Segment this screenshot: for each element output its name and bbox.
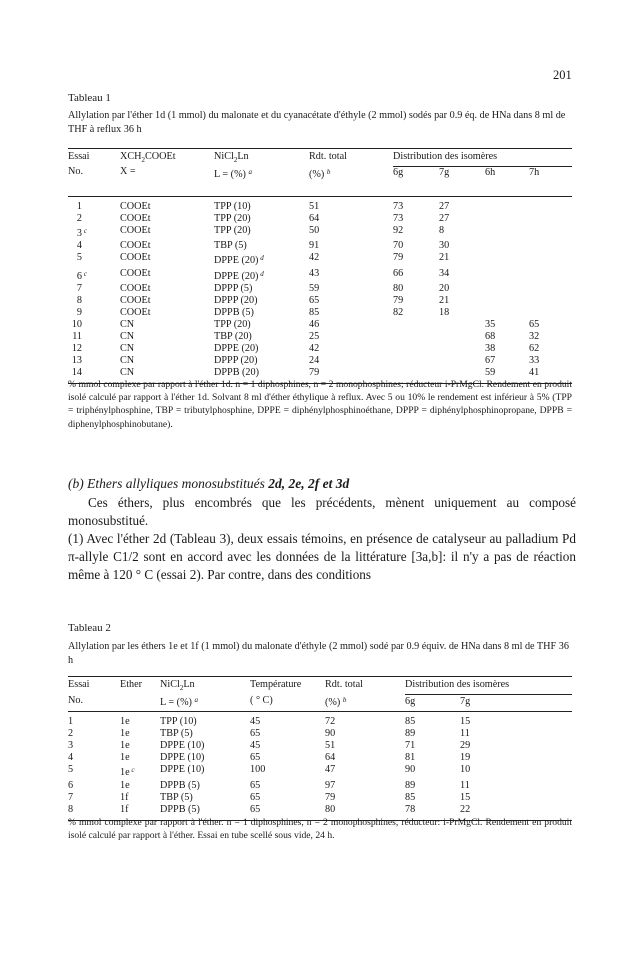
t2-cell-ether: 1e — [120, 728, 130, 740]
section-heading: (b) Ethers allyliques monosubstitués 2d, 2e, 2f et 3d — [68, 476, 350, 491]
t1-cell-rdt: 91 — [309, 240, 320, 252]
t2-cell-no: 1 — [68, 716, 74, 728]
t1-cell-l: TPP (20) — [214, 225, 251, 237]
table2-row — [68, 752, 572, 764]
t1-cell-7g: 21 — [439, 252, 450, 264]
t1-header-essai: Essai — [68, 151, 90, 162]
t2-cell-rdt: 51 — [325, 740, 336, 752]
t1-cell-l: DPPP (20) — [214, 355, 258, 367]
t1-cell-7g: 34 — [439, 267, 450, 279]
t1-header-7h: 7h — [529, 166, 540, 178]
table1-row — [68, 197, 572, 214]
table2-body — [68, 712, 572, 821]
t1-cell-l: DPPB (5) — [214, 306, 254, 318]
table1-caption — [68, 109, 572, 137]
table1-row — [68, 240, 572, 252]
t2-cell-temp: 65 — [250, 728, 261, 740]
t1-cell-6h — [485, 283, 529, 295]
table2-row — [68, 728, 572, 740]
body-text — [68, 494, 576, 584]
t1-cell-x: COOEt — [120, 282, 151, 294]
t2-cell-7g: 19 — [460, 752, 471, 764]
t1-cell-7h: 32 — [529, 330, 540, 342]
t2-header-6g: 6g — [405, 694, 460, 712]
t1-cell-x: COOEt — [120, 306, 151, 318]
table1-row — [68, 268, 572, 283]
t1-cell-6g: 80 — [393, 282, 404, 294]
t2-cell-no: 3 — [68, 740, 74, 752]
page-number: 201 — [553, 68, 572, 82]
table1-label: Tableau 1 — [68, 92, 111, 104]
t1-cell-x: CN — [120, 355, 135, 367]
t2-cell-6g: 89 — [405, 728, 416, 740]
t2-header-rdt-pct: (%) $^b$ — [325, 694, 405, 712]
t1-cell-6g — [393, 331, 439, 343]
t1-cell-7h — [529, 225, 572, 240]
t2-cell-7g: 29 — [460, 740, 471, 752]
t1-cell-7g — [439, 355, 485, 367]
t1-cell-rdt: 46 — [309, 318, 320, 330]
t1-cell-no: 1 — [76, 201, 82, 213]
t1-cell-6h — [485, 240, 529, 252]
t1-cell-6h — [485, 197, 529, 214]
t2-cell-l: TBP (5) — [160, 728, 193, 740]
t2-cell-l: DPPB (5) — [160, 779, 200, 791]
table1-row — [68, 331, 572, 343]
t1-cell-x: CN — [120, 367, 135, 379]
t1-cell-x: COOEt — [120, 213, 151, 225]
t1-cell-7h: 62 — [529, 343, 540, 355]
t2-header-7g: 7g — [460, 694, 572, 712]
t2-cell-ether: 1e — [120, 716, 130, 728]
t2-cell-7g: 15 — [460, 716, 471, 728]
t1-cell-7g — [439, 319, 485, 331]
t1-cell-6h: 59 — [485, 367, 496, 379]
t1-cell-6g: 79 — [393, 252, 404, 264]
t1-cell-6h — [485, 295, 529, 307]
t1-cell-7g — [439, 331, 485, 343]
table1-row — [68, 225, 572, 240]
t1-cell-7g: 18 — [439, 306, 450, 318]
t1-cell-no: 6 $^c$ — [76, 269, 87, 282]
t2-cell-rdt: 80 — [325, 803, 336, 815]
t2-cell-7g: 10 — [460, 764, 471, 776]
t1-cell-l: DPPB (20) — [214, 367, 260, 379]
t2-cell-temp: 45 — [250, 716, 261, 728]
t1-cell-rdt: 50 — [309, 225, 320, 237]
t2-cell-6g: 81 — [405, 752, 416, 764]
t1-cell-6g: 70 — [393, 240, 404, 252]
paragraph-1: Ces éthers, plus encombrés que les précédents, mènent uniquement au composé monosubstitué. — [68, 495, 576, 528]
t2-cell-no: 6 — [68, 779, 74, 791]
t1-cell-7g: 21 — [439, 294, 450, 306]
table1-row — [68, 213, 572, 225]
t1-cell-7h: 33 — [529, 355, 540, 367]
t2-cell-rdt: 90 — [325, 728, 336, 740]
t1-cell-6g: 66 — [393, 267, 404, 279]
t1-cell-rdt: 43 — [309, 267, 320, 279]
table1-row — [68, 307, 572, 319]
table2-caption: Allylation par les éthers 1e et 1f (1 mmol) du malonate d'éthyle (2 mmol) sodé par 0.9 équiv. de HNa dans 8 ml de THF 36 h — [68, 641, 569, 666]
t1-cell-no: 3 $^c$ — [76, 227, 87, 240]
t1-cell-7h — [529, 307, 572, 319]
t2-cell-rdt: 72 — [325, 716, 336, 728]
t1-cell-no: 14 — [71, 367, 82, 379]
t1-cell-rdt: 24 — [309, 355, 320, 367]
paragraph-2: (1) Avec l'éther 2d (Tableau 3), deux essais témoins, en présence de catalyseur au palladium Pd π-allyle C1/2 sont en accord avec les données de la littérature [3a,b]: il n'y a pas de réaction même à 120 ° C (essai 2). Par contre, dans des conditions — [68, 531, 576, 582]
t2-cell-6g: 85 — [405, 791, 416, 803]
t1-cell-6g — [393, 355, 439, 367]
t1-cell-no: 7 — [76, 282, 82, 294]
t2-cell-temp: 65 — [250, 752, 261, 764]
table1-row — [68, 252, 572, 267]
t2-cell-7g: 11 — [460, 779, 470, 791]
table2-row — [68, 740, 572, 752]
t1-cell-6h — [485, 268, 529, 283]
t1-header-nicl: NiCl$_2$Ln — [214, 151, 249, 165]
t2-cell-6g: 89 — [405, 779, 416, 791]
t2-cell-l: DPPE (10) — [160, 752, 205, 764]
t2-cell-7g: 15 — [460, 791, 471, 803]
t2-cell-l: DPPB (5) — [160, 803, 200, 815]
table1-caption-text: Allylation par l'éther 1d (1 mmol) du malonate et du cyanacétate d'éthyle (2 mmol) sodés par 0.9 éq. de HNa dans 8 ml de THF à reflux 36 h — [68, 110, 566, 135]
table2-row — [68, 764, 572, 779]
t2-header-ether: Ether — [120, 679, 143, 690]
t2-cell-ether: 1e $^c$ — [120, 766, 135, 779]
table2-label: Tableau 2 — [68, 622, 111, 634]
t1-cell-no: 4 — [76, 240, 82, 252]
t1-cell-no: 9 — [76, 306, 82, 318]
t1-cell-l: TPP (10) — [214, 201, 251, 213]
t2-cell-rdt: 64 — [325, 752, 336, 764]
t1-cell-6g: 73 — [393, 201, 404, 213]
table2-row — [68, 712, 572, 729]
t1-header-xch2: $XCH_2COOEt$ — [120, 151, 176, 165]
t1-cell-7g: 27 — [439, 213, 450, 225]
t1-cell-no: 12 — [71, 343, 82, 355]
t1-cell-l: TPP (20) — [214, 318, 251, 330]
t1-cell-6h: 35 — [485, 318, 496, 330]
t1-cell-no: 8 — [76, 294, 82, 306]
t1-cell-7h — [529, 197, 572, 214]
table1-row — [68, 355, 572, 367]
t1-cell-6h — [485, 213, 529, 225]
t2-cell-6g: 78 — [405, 803, 416, 815]
t1-cell-7g: 30 — [439, 240, 450, 252]
table1-body — [68, 197, 572, 384]
t1-cell-no: 11 — [72, 330, 82, 342]
t1-header-6g: 6g — [393, 166, 404, 178]
t1-cell-x: COOEt — [120, 294, 151, 306]
t1-cell-7h — [529, 295, 572, 307]
table2-footnote: % mmol complexe par rapport à l'éther. n = 1 diphosphines, n = 2 monophosphines, réducteur: i-PrMgCl. Rendement en produit isolé calculé par rapport à l'éther. Essai en tube scellé sous vide, 24 h. — [68, 817, 572, 842]
t2-cell-temp: 65 — [250, 791, 261, 803]
t2-cell-l: DPPE (10) — [160, 764, 205, 776]
t1-cell-no: 2 — [76, 213, 82, 225]
t1-cell-l: DPPE (20) $^d$ — [214, 254, 264, 267]
t1-cell-l: DPPE (20) — [214, 343, 259, 355]
t1-cell-7h: 65 — [529, 318, 540, 330]
t1-cell-x: COOEt — [120, 240, 151, 252]
t2-cell-l: DPPE (10) — [160, 740, 205, 752]
t1-cell-rdt: 65 — [309, 294, 320, 306]
t1-header-6h: 6h — [485, 166, 496, 178]
t1-cell-rdt: 51 — [309, 201, 320, 213]
table1-footnote: % mmol complexe par rapport à l'éther 1d. n = 1 diphosphines, n = 2 monophosphines; réducteur i-PrMgCl. Rendement en produit isolé calculé par rapport à l'éther 1d. Solvant 8 ml d'éther éthylique à reflux. Avec 5 ou 10% le rendement est inférieur à 5% (TPP = triphénylphosphine, TBP = tributylphosphine, DPPE = diphénylphosphinoéthane, DPPP = diphénylphosphinopropane, DPPB = diphenylphosphinobutane). — [68, 379, 572, 430]
t1-header-distribution: Distribution des isomères — [393, 149, 572, 167]
table1-row — [68, 319, 572, 331]
t1-cell-7h: 41 — [529, 367, 540, 379]
table1-row — [68, 283, 572, 295]
t1-cell-6h — [485, 225, 529, 240]
t1-cell-x: CN — [120, 343, 135, 355]
t1-cell-7g: 20 — [439, 282, 450, 294]
t1-cell-6h — [485, 252, 529, 267]
t1-header-rdt: Rdt. total — [309, 151, 347, 162]
t1-header-l: L = (%) $^a$ — [214, 168, 253, 181]
t2-cell-ether: 1f — [120, 791, 129, 803]
t2-cell-rdt: 79 — [325, 791, 336, 803]
t1-cell-l: DPPE (20) $^d$ — [214, 269, 264, 282]
t2-cell-ether: 1e — [120, 752, 130, 764]
t2-header-nicl: NiCl$_2$Ln — [160, 679, 195, 693]
t2-cell-temp: 45 — [250, 740, 261, 752]
t1-cell-7h — [529, 283, 572, 295]
table2 — [68, 676, 572, 821]
t2-cell-6g: 90 — [405, 764, 416, 776]
t2-cell-no: 8 — [68, 803, 74, 815]
table2-row — [68, 792, 572, 804]
t2-cell-6g: 85 — [405, 716, 416, 728]
t1-cell-6g: 73 — [393, 213, 404, 225]
table1-row — [68, 343, 572, 355]
t1-cell-l: DPPP (5) — [214, 282, 253, 294]
t2-header-temp-unit: ( ° C) — [250, 694, 325, 712]
t2-header-rdt: Rdt. total — [325, 679, 363, 690]
t1-cell-no: 5 — [76, 252, 82, 264]
t2-cell-l: TBP (5) — [160, 791, 193, 803]
t1-cell-rdt: 42 — [309, 343, 320, 355]
t1-cell-6h — [485, 307, 529, 319]
t2-cell-temp: 65 — [250, 779, 261, 791]
t1-header-x: X = — [120, 166, 136, 178]
t2-cell-7g: 11 — [460, 728, 470, 740]
t1-cell-6h: 67 — [485, 355, 496, 367]
t2-cell-l: TPP (10) — [160, 716, 197, 728]
t1-cell-7h — [529, 268, 572, 283]
t1-cell-6g — [393, 319, 439, 331]
t2-header-essai: Essai — [68, 679, 90, 690]
t1-header-7g: 7g — [439, 166, 450, 178]
t1-cell-rdt: 85 — [309, 306, 320, 318]
t1-cell-7h — [529, 252, 572, 267]
t1-cell-l: TBP (5) — [214, 240, 247, 252]
table2-row — [68, 780, 572, 792]
t1-cell-7g — [439, 343, 485, 355]
t1-cell-6g: 79 — [393, 294, 404, 306]
t1-header-rdt-pct: (%) $^b$ — [309, 168, 331, 181]
t2-cell-ether: 1e — [120, 740, 130, 752]
t1-cell-7g: 27 — [439, 201, 450, 213]
t1-cell-l: TPP (20) — [214, 213, 251, 225]
t1-cell-7h — [529, 240, 572, 252]
t1-cell-rdt: 42 — [309, 252, 320, 264]
t2-header-no: No. — [68, 694, 120, 712]
t2-cell-rdt: 97 — [325, 779, 336, 791]
t1-cell-6h: 68 — [485, 330, 496, 342]
t2-cell-7g: 22 — [460, 803, 471, 815]
t2-cell-temp: 65 — [250, 803, 261, 815]
t1-cell-x: COOEt — [120, 252, 151, 264]
t2-cell-no: 7 — [68, 791, 74, 803]
t1-cell-l: DPPP (20) — [214, 294, 258, 306]
t1-cell-x: CN — [120, 318, 135, 330]
t2-cell-no: 2 — [68, 728, 74, 740]
t2-cell-temp: 100 — [250, 764, 266, 776]
t2-cell-ether: 1e — [120, 779, 130, 791]
t2-cell-6g: 71 — [405, 740, 416, 752]
t1-header-no: No. — [68, 166, 83, 178]
t1-cell-x: COOEt — [120, 267, 151, 279]
t1-cell-no: 10 — [71, 318, 82, 330]
t1-cell-rdt: 64 — [309, 213, 320, 225]
t2-cell-ether: 1f — [120, 803, 129, 815]
t2-cell-no: 4 — [68, 752, 74, 764]
t2-header-distribution: Distribution des isomères — [405, 677, 572, 695]
t1-cell-6g: 92 — [393, 225, 404, 237]
t1-cell-rdt: 59 — [309, 282, 320, 294]
t1-cell-rdt: 79 — [309, 367, 320, 379]
t1-cell-no: 13 — [71, 355, 82, 367]
t1-cell-x: CN — [120, 330, 135, 342]
t1-cell-6g — [393, 343, 439, 355]
t1-cell-7h — [529, 213, 572, 225]
t1-cell-x: COOEt — [120, 225, 151, 237]
t1-cell-6h: 38 — [485, 343, 496, 355]
t2-header-l: L = (%) $^a$ — [160, 694, 250, 712]
table1 — [68, 148, 572, 384]
t1-cell-rdt: 25 — [309, 330, 320, 342]
t2-header-temp: Température — [250, 679, 302, 690]
t1-cell-x: COOEt — [120, 201, 151, 213]
t2-cell-no: 5 — [68, 764, 74, 776]
t1-cell-l: TBP (20) — [214, 330, 252, 342]
table1-row — [68, 295, 572, 307]
t1-cell-6g: 82 — [393, 306, 404, 318]
t2-cell-rdt: 47 — [325, 764, 336, 776]
t1-cell-7g: 8 — [439, 225, 445, 237]
